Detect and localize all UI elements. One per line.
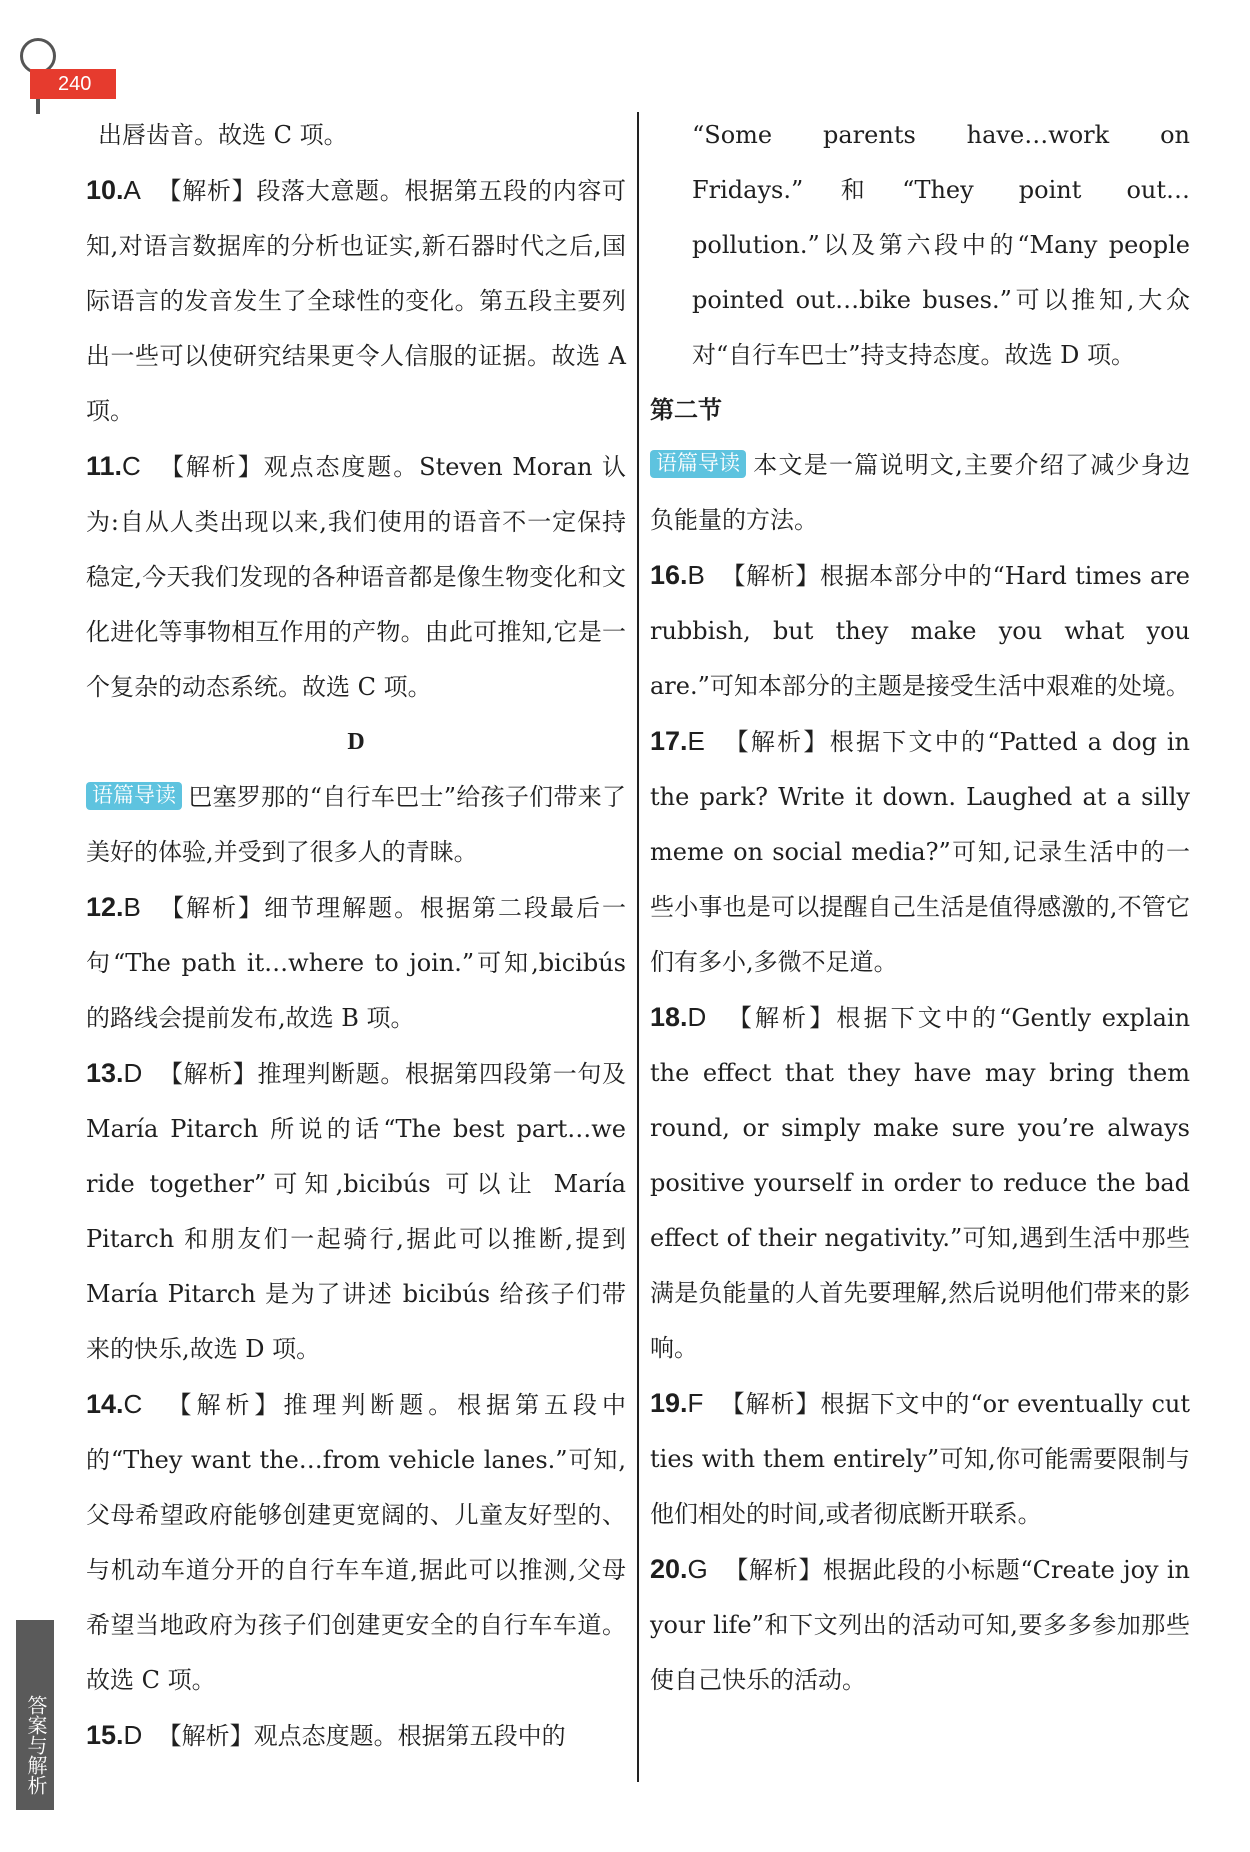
- analysis-tag: 【解析】: [167, 1392, 284, 1419]
- reading-guide-badge: 语篇导读: [650, 450, 746, 478]
- answer-15: [86, 1708, 626, 1764]
- answer-11: [86, 439, 626, 715]
- analysis-tag: 【解析】: [157, 1723, 254, 1750]
- question-number: 11.: [86, 451, 123, 481]
- answer-letter: E: [687, 726, 705, 756]
- side-tab-label: 答案与解析: [16, 1620, 54, 1810]
- reading-guide-d: [86, 770, 626, 880]
- answer-letter: D: [687, 1002, 707, 1032]
- answer-20: [650, 1542, 1190, 1708]
- analysis-text: 推理判断题。根据第四段第一句及 María Pitarch 所说的话“The best part…we ride together”可知,bicibús 可以让 María Pitarch 和朋友们一起骑行,据此可以推断,提到 María Pitarch 是为了讲述 bicibús 给孩子们带来的快乐,故选 D 项。: [86, 1060, 626, 1363]
- question-number: 15.: [86, 1720, 124, 1750]
- question-number: 12.: [86, 892, 124, 922]
- analysis-text: 段落大意题。根据第五段的内容可知,对语言数据库的分析也证实,新石器时代之后,国际语言的发音发生了全球性的变化。第五段主要列出一些可以使研究结果更令人信服的证据。故选 A 项。: [86, 177, 627, 425]
- analysis-text: 推理判断题。根据第五段中的“They want the…from vehicle lanes.”可知,父母希望政府能够创建更宽阔的、儿童友好型的、与机动车道分开的自行车车道,据此可以推测,父母希望当地政府为孩子们创建更安全的自行车车道。故选 C 项。: [86, 1391, 627, 1694]
- analysis-tag: 【解析】: [720, 1391, 821, 1418]
- right-column: [650, 108, 1190, 1708]
- answer-10: [86, 163, 626, 439]
- question-number: 20.: [650, 1554, 688, 1584]
- analysis-tag: 【解析】: [157, 178, 257, 205]
- analysis-text: 观点态度题。根据第五段中的: [253, 1722, 566, 1750]
- analysis-text: 根据此段的小标题“Create joy in your life”和下文列出的活动可知,要多多参加那些使自己快乐的活动。: [650, 1556, 1191, 1694]
- answer-12: [86, 880, 626, 1046]
- analysis-tag: 【解析】: [724, 729, 830, 756]
- section-heading-2: 第二节: [650, 397, 722, 424]
- answer-letter: B: [687, 560, 705, 590]
- question-number: 13.: [86, 1058, 124, 1088]
- left-column: [86, 108, 626, 1764]
- answer-letter: F: [687, 1388, 704, 1418]
- answer-17: [650, 714, 1190, 990]
- analysis-tag: 【解析】: [727, 1005, 837, 1032]
- analysis-text: 根据本部分中的“Hard times are rubbish, but they make you what you are.”可知本部分的主题是接受生活中艰难的处境。: [650, 562, 1190, 700]
- question-number: 18.: [650, 1002, 688, 1032]
- analysis-text: 根据下文中的“Gently explain the effect that they have may bring them round, or simply make sure you’re always positive yourself in order to reduce the bad effect of their negativity.”可知,遇到生活中那些满是负能量的人首先要理解,然后说明他们带来的影响。: [650, 1004, 1191, 1362]
- analysis-tag: 【解析】: [159, 454, 264, 481]
- answer-letter: G: [687, 1554, 708, 1584]
- reading-guide-text: 本文是一篇说明文,主要介绍了减少身边负能量的方法。: [650, 451, 1190, 534]
- answer-letter: D: [123, 1058, 143, 1088]
- analysis-tag: 【解析】: [721, 563, 821, 590]
- question-number: 16.: [650, 560, 688, 590]
- answer-letter: B: [123, 892, 141, 922]
- question-number: 10.: [86, 175, 124, 205]
- answer-18: [650, 990, 1190, 1376]
- answer-19: [650, 1376, 1190, 1542]
- question-number: 14.: [86, 1389, 124, 1419]
- continued-line: 出唇齿音。故选 C 项。: [98, 121, 348, 149]
- question-number: 19.: [650, 1388, 688, 1418]
- answer-16: [650, 548, 1190, 714]
- answer-letter: A: [123, 175, 141, 205]
- question-number: 17.: [650, 726, 688, 756]
- reading-guide-badge: 语篇导读: [86, 782, 182, 810]
- answer-13: [86, 1046, 626, 1377]
- analysis-text: 细节理解题。根据第二段最后一句“The path it…where to join.”可知,bicibús 的路线会提前发布,故选 B 项。: [86, 894, 627, 1032]
- analysis-text: 根据下文中的“Patted a dog in the park? Write it down. Laughed at a silly meme on social media?”可知,记录生活中的一些小事也是可以提醒自己生活是值得感激的,不管它们有多小,多微不足道。: [650, 728, 1191, 976]
- analysis-text: 根据下文中的“or eventually cut ties with them entirely”可知,你可能需要限制与他们相处的时间,或者彻底断开联系。: [650, 1390, 1190, 1528]
- section-heading-d: D: [347, 729, 365, 755]
- analysis-tag: 【解析】: [160, 895, 265, 922]
- answer-14: [86, 1377, 626, 1708]
- analysis-text: 观点态度题。Steven Moran 认为:自从人类出现以来,我们使用的语音不一定保持稳定,今天我们发现的各种语音都是像生物变化和文化进化等事物相互作用的产物。由此可推知,它是一个复杂的动态系统。故选 C 项。: [86, 453, 627, 701]
- answer-letter: C: [123, 1389, 143, 1419]
- reading-guide-text: 巴塞罗那的“自行车巴士”给孩子们带来了美好的体验,并受到了很多人的青睐。: [86, 783, 626, 866]
- answer-letter: C: [122, 451, 141, 481]
- page-number: 240: [30, 69, 116, 99]
- reading-guide-2: [650, 438, 1190, 548]
- analysis-tag: 【解析】: [158, 1061, 258, 1088]
- analysis-tag: 【解析】: [724, 1557, 824, 1584]
- column-divider: [637, 112, 639, 1782]
- answer-letter: D: [123, 1720, 143, 1750]
- continued-text: “Some parents have…work on Fridays.”和“They point out…pollution.”以及第六段中的“Many people pointed out…bike buses.”可以推知,大众对“自行车巴士”持支持态度。故选 D 项。: [692, 121, 1190, 369]
